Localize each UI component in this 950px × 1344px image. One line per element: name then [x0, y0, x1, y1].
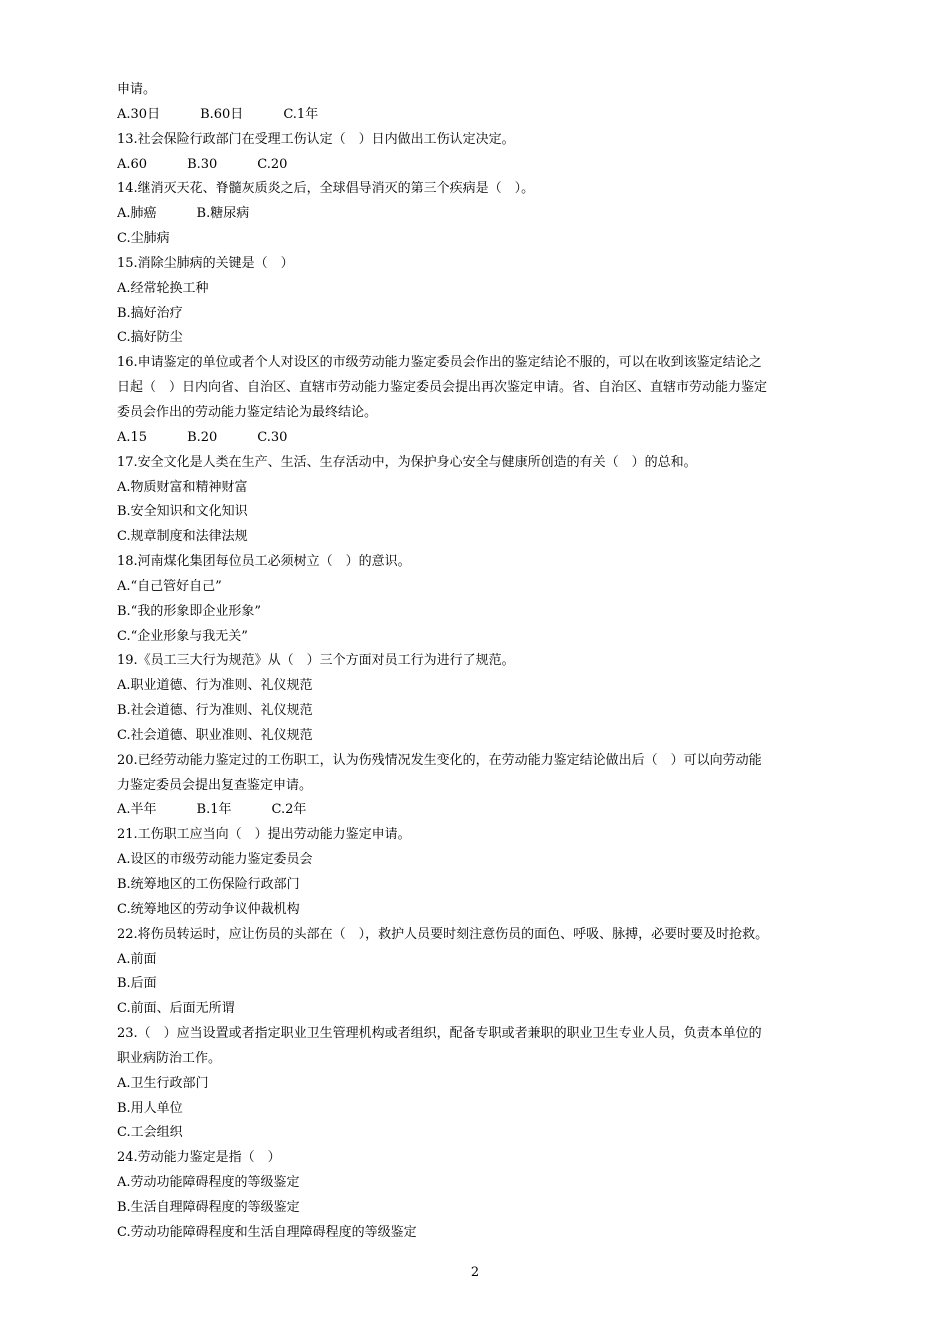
text-line: 21.工伤职工应当向（ ）提出劳动能力鉴定申请。 — [117, 827, 411, 843]
text-line: 14.继消灭天花、脊髓灰质炎之后，全球倡导消灭的第三个疾病是（ ）。 — [117, 181, 535, 197]
text-line: 23.（ ）应当设置或者指定职业卫生管理机构或者组织，配备专职或者兼职的职业卫生专业人员，负责本单位的 — [117, 1026, 762, 1042]
answer-option: A.15 — [117, 429, 148, 445]
text-line: C.搞好防尘 — [117, 330, 183, 346]
text-line: 20.已经劳动能力鉴定过的工伤职工，认为伤残情况发生变化的，在劳动能力鉴定结论做出后（ ）可以向劳动能 — [117, 752, 762, 768]
answer-options-row — [117, 426, 837, 451]
text-line: 力鉴定委员会提出复查鉴定申请。 — [117, 777, 313, 793]
answer-option: A.60 — [117, 156, 148, 172]
answer-option: B.60日 — [200, 106, 244, 122]
text-line: 委员会作出的劳动能力鉴定结论为最终结论。 — [117, 404, 378, 420]
answer-options-row — [117, 103, 837, 128]
page-number: 2 — [470, 1265, 480, 1280]
answer-option: C.20 — [257, 156, 288, 172]
answer-option: C.1年 — [283, 106, 319, 122]
answer-options-row — [117, 798, 837, 823]
answer-option: B.20 — [187, 429, 218, 445]
answer-options-row — [117, 153, 837, 178]
text-line: 17.安全文化是人类在生产、生活、生存活动中，为保护身心安全与健康所创造的有关（ ）的总和。 — [117, 454, 697, 470]
answer-option: B.糖尿病 — [196, 206, 250, 222]
text-line: C.工会组织 — [117, 1125, 183, 1141]
text-line: A.“自己管好自己” — [117, 578, 222, 594]
answer-option: A.肺癌 — [117, 206, 157, 222]
text-line: A.职业道德、行为准则、礼仪规范 — [117, 678, 313, 694]
text-line: 15.消除尘肺病的关键是（ ） — [117, 255, 294, 271]
text-line: A.前面 — [117, 951, 157, 967]
text-line: C.尘肺病 — [117, 231, 170, 247]
text-line: 申请。 — [117, 82, 157, 97]
answer-option: C.2年 — [271, 802, 307, 818]
text-line: 16.申请鉴定的单位或者个人对设区的市级劳动能力鉴定委员会作出的鉴定结论不服的，可以在收到该鉴定结论之 — [117, 355, 762, 371]
text-line: A.经常轮换工种 — [117, 280, 209, 296]
text-line: B.安全知识和文化知识 — [117, 504, 248, 520]
text-line: C.“企业形象与我无关” — [117, 628, 248, 644]
text-line: B.社会道德、行为准则、礼仪规范 — [117, 703, 313, 719]
answer-options-row — [117, 202, 837, 227]
text-line: 13.社会保险行政部门在受理工伤认定（ ）日内做出工伤认定决定。 — [117, 131, 515, 147]
question-list — [117, 78, 837, 1246]
text-line: B.用人单位 — [117, 1100, 183, 1116]
answer-option: A.30日 — [117, 106, 161, 122]
text-line: A.物质财富和精神财富 — [117, 479, 248, 495]
text-line: B.生活自理障碍程度的等级鉴定 — [117, 1199, 300, 1215]
text-line: 18.河南煤化集团每位员工必须树立（ ）的意识。 — [117, 554, 411, 570]
answer-option: A.半年 — [117, 802, 157, 818]
answer-option: C.30 — [257, 429, 288, 445]
text-line: B.统筹地区的工伤保险行政部门 — [117, 877, 300, 892]
text-line: A.设区的市级劳动能力鉴定委员会 — [117, 852, 313, 868]
answer-option: B.30 — [187, 156, 218, 172]
text-line: A.劳动功能障碍程度的等级鉴定 — [117, 1175, 300, 1191]
text-line: C.劳动功能障碍程度和生活自理障碍程度的等级鉴定 — [117, 1224, 417, 1240]
text-line: A.卫生行政部门 — [117, 1075, 209, 1091]
answer-option: B.1年 — [196, 802, 232, 818]
text-line: 19.《员工三大行为规范》从（ ）三个方面对员工行为进行了规范。 — [117, 653, 515, 669]
text-line: C.社会道德、职业准则、礼仪规范 — [117, 727, 313, 743]
text-line: 22.将伤员转运时，应让伤员的头部在（ ），救护人员要时刻注意伤员的面色、呼吸、脉搏，必要时要及时抢救。 — [117, 926, 769, 942]
text-line: C.统筹地区的劳动争议仲裁机构 — [117, 901, 300, 917]
text-line: C.规章制度和法律法规 — [117, 529, 248, 545]
text-line: B.“我的形象即企业形象” — [117, 603, 261, 619]
text-line: 职业病防治工作。 — [117, 1050, 222, 1066]
text-line: 日起（ ）日内向省、自治区、直辖市劳动能力鉴定委员会提出再次鉴定申请。省、自治区、直辖市劳动能力鉴定 — [117, 380, 768, 396]
text-line: B.后面 — [117, 976, 157, 992]
text-line: 24.劳动能力鉴定是指（ ） — [117, 1150, 281, 1166]
text-line: B.搞好治疗 — [117, 305, 183, 321]
text-line: C.前面、后面无所谓 — [117, 1001, 235, 1017]
